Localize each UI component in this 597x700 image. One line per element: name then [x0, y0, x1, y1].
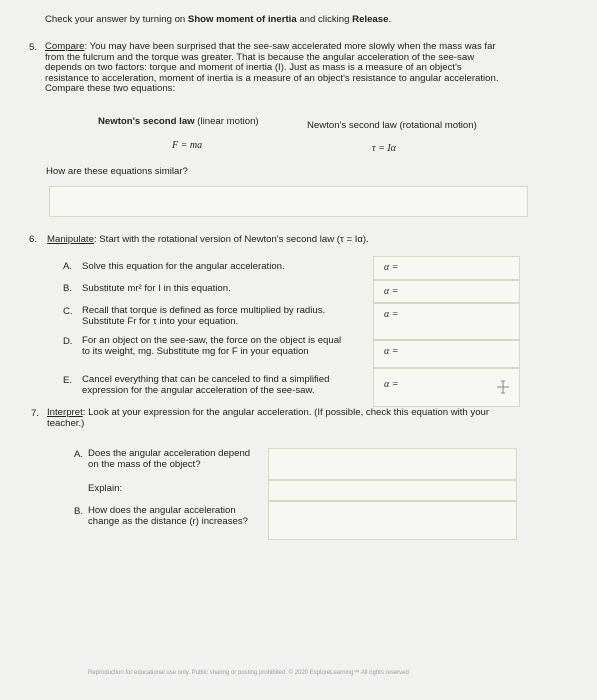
q7-number: 7. — [31, 408, 40, 419]
q6c-letter: C. — [63, 306, 73, 317]
instruction-line: Check your answer by turning on Show moment of inertia and clicking Release. — [45, 14, 392, 25]
q7-label: Interpret — [47, 407, 83, 418]
text-cursor-icon — [495, 379, 511, 395]
q7a-explain-box[interactable] — [268, 480, 517, 501]
q6c-answer-cell[interactable] — [373, 303, 520, 340]
q6b-text: Substitute mr² for I in this equation. — [82, 283, 231, 294]
q5-text: Compare: You may have been surprised that the see-saw accelerated more slowly when the mass was far from the fulcrum and the torque was greater. That is because the angular acceleration of the see-saw depends on two factors: torque and moment of inertia (I). Just as mass is a measure of an object's resistance to acceleration, moment of inertia is a measure of an object's resistance to angular acceleration. Compare these two equations: — [45, 41, 499, 94]
equation-linear: F = ma — [172, 140, 203, 151]
q6a-text: Solve this equation for the angular acceleration. — [82, 261, 285, 272]
alpha-label: α = — [384, 346, 399, 357]
rotational-header: Newton's second law (rotational motion) — [307, 120, 477, 131]
q6d-text: For an object on the see-saw, the force on the object is equal to its weight, mg. Substitute mg for F in your equation — [82, 335, 342, 357]
q6c-text: Recall that torque is defined as force multiplied by radius. Substitute Fr for τ into your equation. — [82, 305, 326, 327]
q5-question: How are these equations similar? — [46, 166, 188, 177]
explain-label: Explain: — [88, 483, 123, 494]
q7a-letter: A. — [74, 449, 84, 460]
q7-text: Interpret: Look at your expression for the angular acceleration. (If possible, check this equation with your teacher.) — [47, 407, 490, 429]
q6b-letter: B. — [63, 283, 73, 294]
alpha-label: α = — [384, 309, 399, 320]
q6e-text: Cancel everything that can be canceled to find a simplified expression for the angular acceleration of the see-saw. — [82, 374, 330, 396]
alpha-label: α = — [384, 262, 399, 273]
q5-answer-box[interactable] — [49, 186, 528, 217]
q7a-answer-box[interactable] — [268, 448, 517, 480]
equation-rotational: τ = Iα — [372, 143, 396, 154]
q5-number: 5. — [29, 42, 38, 53]
q7a-text: Does the angular acceleration depend on the mass of the object? — [88, 448, 251, 470]
footer-copyright: Reproduction for educational use only. Public sharing or posting prohibited. © 2020 ExploreLearning™ All rights reserved — [88, 670, 409, 676]
q6d-answer-cell[interactable] — [373, 340, 520, 368]
q6b-answer-cell[interactable] — [373, 280, 520, 303]
q7b-text: How does the angular acceleration change as the distance (r) increases? — [88, 505, 248, 527]
q6a-answer-cell[interactable] — [373, 256, 520, 280]
q6e-letter: E. — [63, 375, 73, 386]
alpha-label: α = — [384, 286, 399, 297]
q6-label: Manipulate — [47, 234, 94, 245]
alpha-label: α = — [384, 379, 399, 390]
q6d-letter: D. — [63, 336, 73, 347]
q7b-answer-box[interactable] — [268, 501, 517, 540]
q5-label: Compare — [45, 41, 85, 52]
q6a-letter: A. — [63, 261, 73, 272]
q6-intro: Manipulate: Start with the rotational version of Newton's second law (τ = Iα). — [47, 234, 369, 245]
q7b-letter: B. — [74, 506, 84, 517]
q6-number: 6. — [29, 234, 38, 245]
linear-header: Newton's second law (linear motion) — [98, 116, 259, 127]
q6e-answer-cell[interactable] — [373, 368, 520, 407]
